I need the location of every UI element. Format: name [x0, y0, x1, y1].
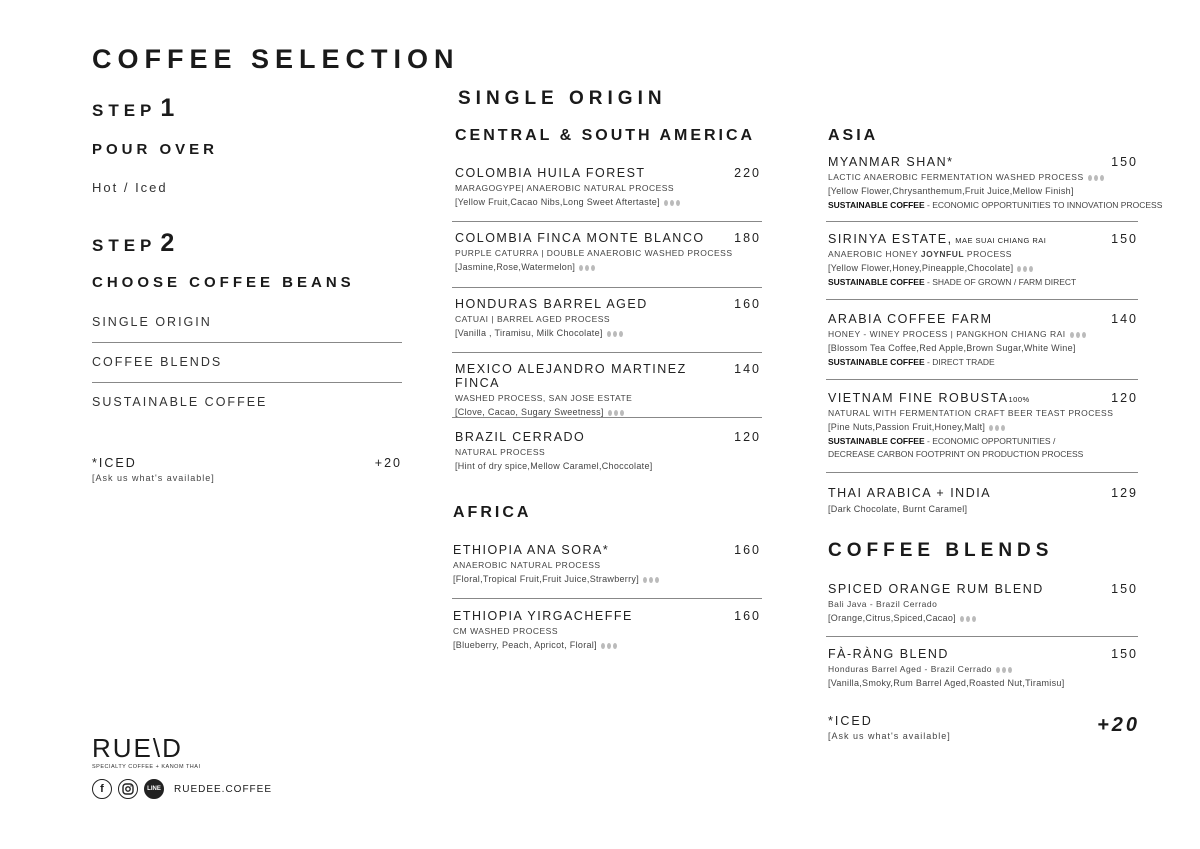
menu-item-arabia-coffee-farm — [828, 312, 1138, 369]
item-notes-text: [Yellow Flower,Honey,Pineapple,Chocolate] — [828, 263, 1014, 273]
item-price: 120 — [734, 430, 761, 444]
bean-icon — [1088, 175, 1104, 181]
item-name: BRAZIL CERRADO — [455, 430, 586, 444]
item-notes: [Hint of dry spice,Mellow Caramel,Choccolate] — [455, 461, 653, 471]
bean-icon — [996, 667, 1012, 673]
divider — [452, 352, 762, 353]
item-name-text: SIRINYA ESTATE, — [828, 232, 953, 246]
item-process — [828, 329, 1138, 339]
sustainable-text-2: DECREASE CARBON FOOTPRINT ON PRODUCTION PROCESS — [828, 449, 1084, 460]
item-price: 120 — [1111, 391, 1138, 405]
item-price: 160 — [734, 543, 761, 557]
iced-option-left — [92, 456, 402, 483]
item-process: MARAGOGYPE| ANAEROBIC NATURAL PROCESS — [455, 183, 675, 193]
divider — [826, 636, 1138, 637]
iced-option-right — [828, 714, 1140, 741]
item-name-text: VIETNAM FINE ROBUSTA — [828, 391, 1009, 405]
item-price: 150 — [1111, 582, 1138, 596]
bean-icon — [989, 425, 1005, 431]
menu-item-ethiopia-ana-sora — [453, 543, 761, 584]
menu-item-vietnam-robusta — [828, 391, 1138, 461]
choose-beans-heading: CHOOSE COFFEE BEANS — [92, 274, 355, 291]
iced-price: +20 — [1097, 714, 1140, 736]
sustainable-label: SUSTAINABLE COFFEE — [828, 277, 925, 287]
nav-sustainable-coffee[interactable] — [92, 382, 402, 422]
iced-label: *ICED — [92, 456, 137, 470]
item-notes — [455, 328, 761, 338]
item-notes — [828, 263, 1138, 273]
sustainable-note — [828, 276, 1138, 289]
menu-item-mexico — [455, 362, 761, 417]
hot-iced-options: Hot / Iced — [92, 180, 168, 195]
item-notes: [Dark Chocolate, Burnt Caramel] — [828, 504, 968, 514]
nav-coffee-blends[interactable] — [92, 342, 402, 383]
item-notes — [455, 407, 761, 417]
pour-over-heading: POUR OVER — [92, 141, 219, 158]
item-notes: [Vanilla,Smoky,Rum Barrel Aged,Roasted Nut,Tiramisu] — [828, 678, 1065, 688]
divider — [826, 472, 1138, 473]
item-price: 220 — [734, 166, 761, 180]
menu-item-honduras — [455, 297, 761, 338]
item-name: MYANMAR SHAN* — [828, 155, 954, 169]
iced-label: *ICED — [828, 714, 873, 728]
item-process-text: LACTIC ANAEROBIC FERMENTATION WASHED PROCESS — [828, 172, 1084, 182]
asia-heading: ASIA — [828, 127, 879, 144]
sustainable-note — [828, 199, 1163, 212]
item-name: FÀ-RÀNG BLEND — [828, 647, 949, 661]
bean-icon — [1017, 266, 1033, 272]
item-process: PURPLE CATURRA | DOUBLE ANAEROBIC WASHED PROCESS — [455, 248, 733, 258]
social-handle[interactable]: RUEDEE.COFFEE — [174, 783, 273, 795]
iced-note: [Ask us what's available] — [92, 473, 215, 483]
item-name-percent: 100% — [1008, 395, 1030, 404]
bean-icon — [607, 331, 623, 337]
item-notes-text: [Pine Nuts,Passion Fruit,Honey,Malt] — [828, 422, 986, 432]
item-name-location: MAE SUAI CHIANG RAI — [952, 236, 1047, 245]
sustainable-label: SUSTAINABLE COFFEE — [828, 200, 925, 210]
item-price: 160 — [734, 609, 761, 623]
iced-note: [Ask us what's available] — [828, 731, 951, 741]
item-notes-text: [Vanilla , Tiramisu, Milk Chocolate] — [455, 328, 603, 338]
item-notes: [Blossom Tea Coffee,Red Apple,Brown Sugar,White Wine] — [828, 343, 1076, 353]
bean-icon — [1070, 332, 1086, 338]
menu-item-farang-blend — [828, 647, 1138, 688]
item-notes — [453, 574, 761, 584]
bean-icon — [601, 643, 617, 649]
sustainable-text: - ECONOMIC OPPORTUNITIES / — [924, 436, 1056, 446]
item-process: CM WASHED PROCESS — [453, 626, 559, 636]
menu-item-myanmar-shan — [828, 155, 1163, 212]
item-notes-text: [Jasmine,Rose,Watermelon] — [455, 262, 576, 272]
nav-single-origin[interactable] — [92, 302, 402, 343]
item-process-text: Honduras Barrel Aged - Brazil Cerrado — [828, 664, 993, 674]
item-name: ETHIOPIA ANA SORA* — [453, 543, 610, 557]
item-price: 160 — [734, 297, 761, 311]
facebook-icon[interactable]: f — [92, 779, 112, 799]
item-process-c: PROCESS — [964, 249, 1012, 259]
item-name: COLOMBIA HUILA FOREST — [455, 166, 646, 180]
menu-item-thai-arabica — [828, 486, 1138, 514]
item-name: MEXICO ALEJANDRO MARTINEZ FINCA — [455, 362, 687, 390]
step-1-number: 1 — [160, 94, 175, 122]
divider — [826, 221, 1138, 222]
item-notes-text: [Clove, Cacao, Sugary Sweetness] — [455, 407, 604, 417]
item-name: SPICED ORANGE RUM BLEND — [828, 582, 1044, 596]
item-notes-text: [Orange,Citrus,Spiced,Cacao] — [828, 613, 956, 623]
nav-single-origin-label: SINGLE ORIGIN — [92, 315, 212, 329]
divider — [826, 379, 1138, 380]
item-process — [828, 172, 1138, 182]
menu-item-brazil — [455, 430, 761, 471]
step-2-number: 2 — [160, 229, 175, 257]
item-name: HONDURAS BARREL AGED — [455, 297, 648, 311]
brand-logo: RUE\D — [92, 733, 183, 763]
step-2-heading — [92, 229, 174, 258]
item-process: NATURAL PROCESS — [455, 447, 546, 457]
item-name: ARABIA COFFEE FARM — [828, 312, 993, 326]
item-price: 180 — [734, 231, 761, 245]
item-notes — [828, 422, 1138, 432]
item-name: THAI ARABICA + INDIA — [828, 486, 992, 500]
item-notes — [455, 197, 761, 207]
bean-icon — [960, 616, 976, 622]
line-icon[interactable]: LINE — [144, 779, 164, 799]
step-1-label: STEP — [92, 101, 157, 120]
step-2-label: STEP — [92, 236, 157, 255]
central-south-america-heading: CENTRAL & SOUTH AMERICA — [455, 127, 756, 144]
sustainable-label: SUSTAINABLE COFFEE — [828, 436, 925, 446]
menu-item-spiced-orange-rum-blend — [828, 582, 1138, 623]
item-process: WASHED PROCESS, SAN JOSE ESTATE — [455, 393, 633, 403]
bean-icon — [643, 577, 659, 583]
page-title: COFFEE SELECTION — [92, 44, 460, 74]
item-process: ANAEROBIC NATURAL PROCESS — [453, 560, 601, 570]
sustainable-label: SUSTAINABLE COFFEE — [828, 357, 925, 367]
divider — [452, 287, 762, 288]
menu-item-sirinya-estate — [828, 232, 1138, 289]
menu-item-colombia-huila — [455, 166, 761, 207]
item-name — [828, 232, 1046, 246]
item-process — [828, 664, 1138, 674]
item-process-text: HONEY - WINEY PROCESS | PANGKHON CHIANG RAI — [828, 329, 1066, 339]
item-process: Bali Java - Brazil Cerrado — [828, 599, 938, 609]
item-notes: [Yellow Flower,Chrysanthemum,Fruit Juice,Mellow Finish] — [828, 186, 1074, 196]
africa-heading: AFRICA — [453, 504, 532, 521]
item-price: 150 — [1111, 232, 1138, 246]
item-name — [828, 391, 1030, 405]
divider — [452, 221, 762, 222]
item-notes-text: [Yellow Fruit,Cacao Nibs,Long Sweet Aftertaste] — [455, 197, 660, 207]
item-process — [828, 249, 1138, 259]
sustainable-text: - ECONOMIC OPPORTUNITIES TO INNOVATION PROCESS — [924, 200, 1163, 210]
item-process: CATUAI | BARREL AGED PROCESS — [455, 314, 611, 324]
item-name: ETHIOPIA YIRGACHEFFE — [453, 609, 633, 623]
item-notes — [455, 262, 761, 272]
item-notes-text: [Blueberry, Peach, Apricot, Floral] — [453, 640, 597, 650]
bean-icon — [579, 265, 595, 271]
item-price: 140 — [734, 362, 761, 376]
nav-sustainable-coffee-label: SUSTAINABLE COFFEE — [92, 395, 268, 409]
step-1-heading — [92, 94, 174, 123]
iced-price: +20 — [374, 456, 402, 470]
social-links — [92, 779, 272, 799]
item-notes — [453, 640, 761, 650]
sustainable-text: - SHADE OF GROWN / FARM DIRECT — [924, 277, 1077, 287]
divider — [826, 299, 1138, 300]
item-price: 150 — [1111, 155, 1138, 169]
item-price: 140 — [1111, 312, 1138, 326]
divider — [452, 417, 762, 418]
item-process-a: ANAEROBIC HONEY — [828, 249, 921, 259]
item-price: 129 — [1111, 486, 1138, 500]
item-name: COLOMBIA FINCA MONTE BLANCO — [455, 231, 705, 245]
coffee-blends-heading: COFFEE BLENDS — [828, 540, 1054, 561]
bean-icon — [608, 410, 624, 416]
sustainable-note — [828, 435, 1138, 461]
sustainable-text: - DIRECT TRADE — [924, 357, 995, 367]
single-origin-heading: SINGLE ORIGIN — [458, 88, 667, 109]
bean-icon — [664, 200, 680, 206]
item-notes-text: [Floral,Tropical Fruit,Fruit Juice,Strawberry] — [453, 574, 640, 584]
sustainable-note — [828, 356, 1138, 369]
instagram-icon[interactable] — [118, 779, 138, 799]
divider — [452, 598, 762, 599]
item-notes — [828, 613, 1138, 623]
item-process: NATURAL WITH FERMENTATION CRAFT BEER TEAST PROCESS — [828, 408, 1114, 418]
brand-tagline: SPECIALTY COFFEE + KANOM THAI — [92, 764, 201, 770]
item-process-b: JOYNFUL — [920, 249, 965, 259]
nav-coffee-blends-label: COFFEE BLENDS — [92, 355, 223, 369]
menu-item-ethiopia-yirgacheffe — [453, 609, 761, 650]
item-price: 150 — [1111, 647, 1138, 661]
menu-item-colombia-finca — [455, 231, 761, 272]
